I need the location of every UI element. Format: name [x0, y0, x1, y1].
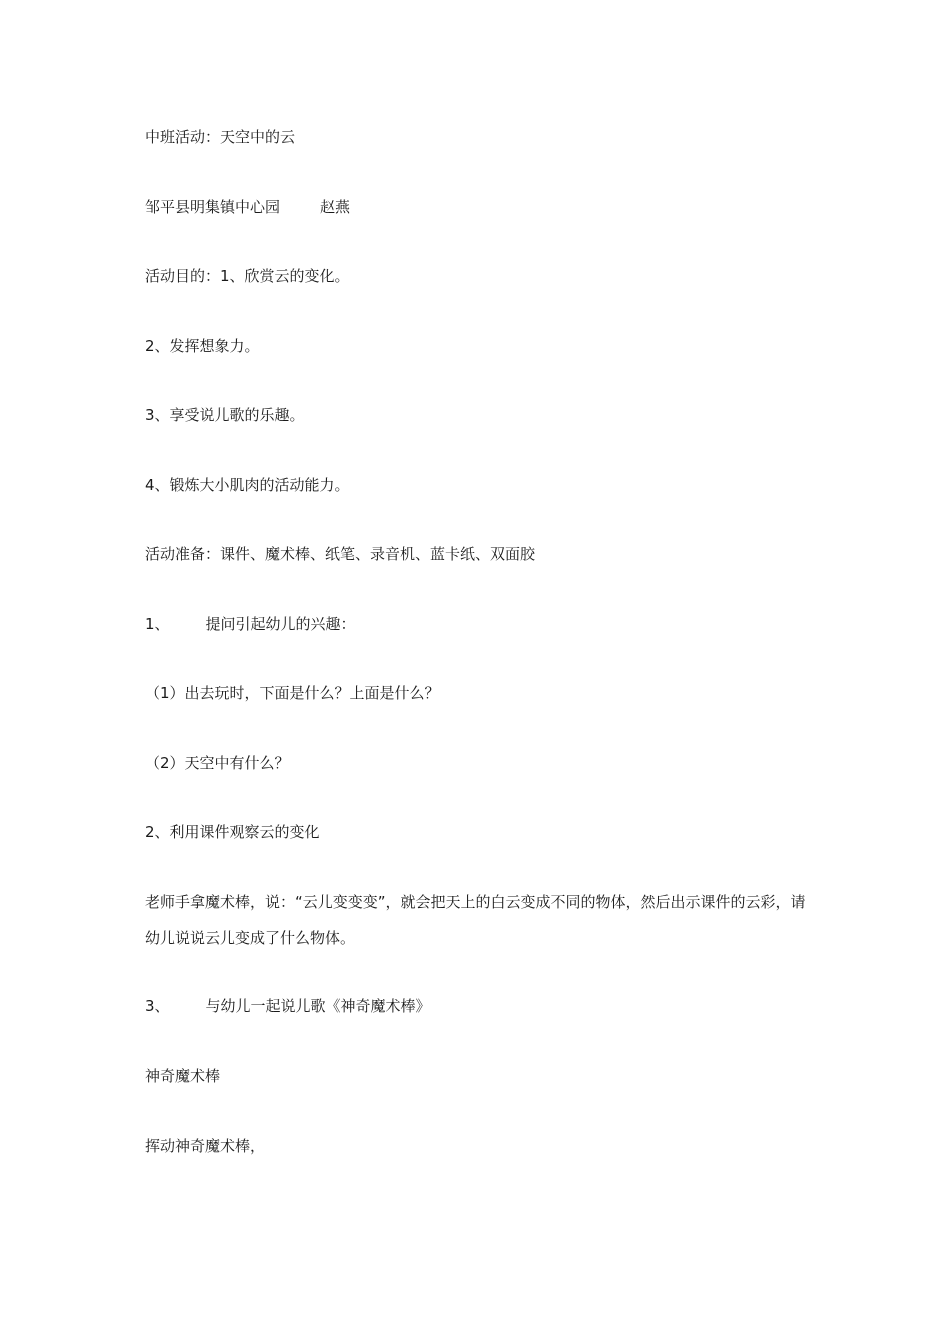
step-1: [145, 614, 356, 634]
author-organization: 邹平县明集镇中心园: [145, 198, 281, 216]
goal-item-2: 2、发挥想象力。: [145, 337, 260, 355]
activity-preparation: 活动准备：课件、魔术棒、纸笔、录音机、蓝卡纸、双面胶: [145, 545, 536, 563]
step-1-number: 1、: [145, 615, 170, 633]
author-line: [145, 197, 350, 217]
step-1-text: 提问引起幼儿的兴趣：: [205, 615, 356, 633]
author-name: 赵燕: [320, 198, 351, 216]
poem-line-1: 挥动神奇魔术棒，: [145, 1137, 266, 1155]
goals-intro: 活动目的：1、欣赏云的变化。: [145, 267, 350, 285]
step-2-detail: 老师手拿魔术棒，说：“云儿变变变”，就会把天上的白云变成不同的物体，然后出示课件的云彩，请幼儿说说云儿变成了什么物体。: [145, 893, 806, 947]
document-title: 中班活动：天空中的云: [145, 128, 296, 146]
poem-title: 神奇魔术棒: [145, 1067, 221, 1085]
step-3-text: 与幼儿一起说儿歌《神奇魔术棒》: [205, 997, 431, 1015]
step-3-number: 3、: [145, 997, 170, 1015]
question-1: （1）出去玩时，下面是什么？上面是什么？: [145, 684, 440, 702]
goal-item-3: 3、享受说儿歌的乐趣。: [145, 406, 305, 424]
step-3: [145, 996, 431, 1016]
goal-item-4: 4、锻炼大小肌肉的活动能力。: [145, 476, 350, 494]
step-2: 2、利用课件观察云的变化: [145, 823, 320, 841]
question-2: （2）天空中有什么？: [145, 754, 290, 772]
